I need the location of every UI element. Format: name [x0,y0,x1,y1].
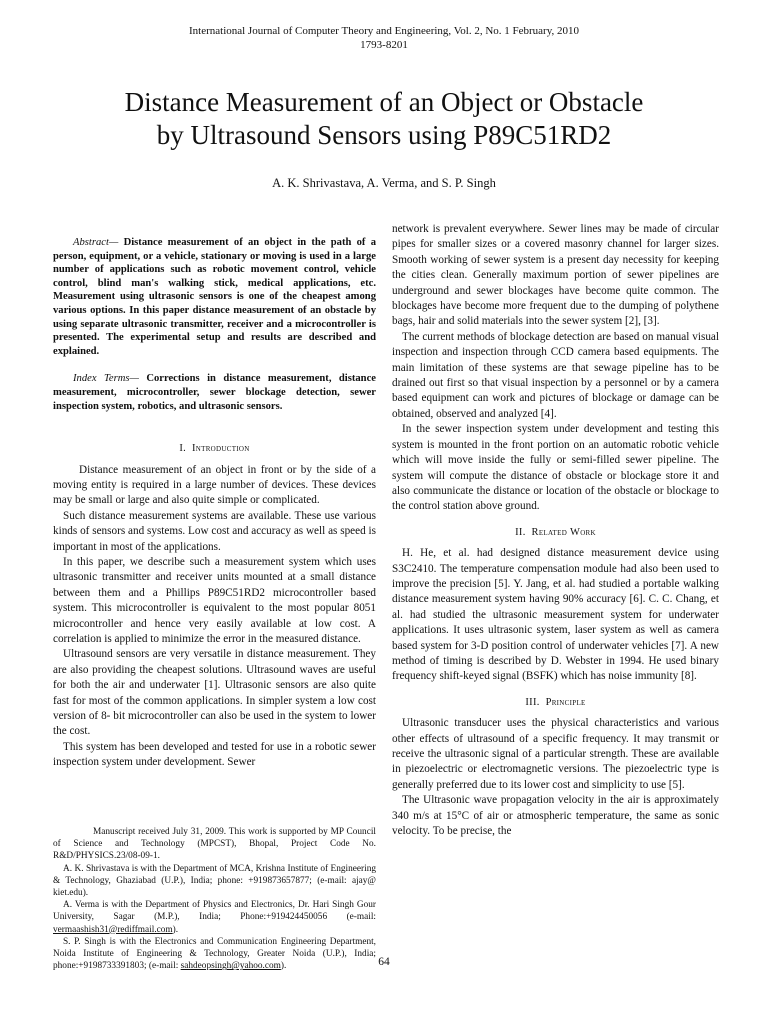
index-terms-text: Corrections in distance measurement, distance measurement, microcontroller, sewer blockage detection, sewer inspection system, robotics, and ultrasonic sensors. [53,373,376,412]
abstract [53,236,376,358]
footnote-shrivastava: A. K. Shrivastava is with the Department of MCA, Krishna Institute of Engineering & Technology, Ghaziabad (U.P.), India; phone: +919873657877; (e-mail: ajay@ kiet.edu). [53,863,376,899]
section-heading-related-work: II. Related Work [515,526,596,538]
intro-paragraph: This system has been developed and tested for use in a robotic sewer inspection system under development. Sewer [53,740,376,769]
journal-header [0,24,768,52]
authors: A. K. Shrivastava, A. Verma, and S. P. Singh [272,176,496,190]
verma-email-link[interactable]: vermaashish31@rediffmail.com [53,924,173,935]
footnote-singh: S. P. Singh is with the Electronics and Communication Engineering Department, Noida Institute of Engineering & Technology, Greater Noida (U.P.), India; phone:+9198733391803; (e-mail: sahdeopsingh@yahoo.com). [53,936,376,972]
section-heading-introduction: I. Introduction [179,443,250,455]
journal-citation: International Journal of Computer Theory and Engineering, Vol. 2, No. 1 February, 2010 [188,25,580,37]
body-paragraph: In the sewer inspection system under development and testing this system is mounted in the front portion on an automatic robotic vehicle which will move inside the fully or semi-filled sewer pipeline. The system will compute the distance of obstacle or blockage store it and also communicate the distance or location of the obstacle or blockage to the control station above ground. [392,423,719,513]
footnote-verma: A. Verma is with the Department of Physics and Electronics, Dr. Hari Singh Gour University, Sagar (M.P.), India; Phone:+919424450056 (e-mail: vermaashish31@rediffmail.com). [53,900,376,935]
body-paragraph: network is prevalent everywhere. Sewer lines may be made of circular pipes for smaller sizes or a covered masonry channel for larger sizes. Smooth working of sewer system is a present day necessity for keeping the cities clean. Generally maximum portion of sewer pipelines are underground and sewer blockages have become quite common. The blockages have become more frequent due to the dumping of polythene bags, hair and solid materials into the sewer system [2], [3]. [392,223,719,328]
intro-paragraph: Ultrasound sensors are very versatile in distance measurement. They are also providing the cheapest solutions. Ultrasound waves are useful for both the air and underwater [1]. Ultrasonic sensors are also quite fast for most of the common applications. In simpler system a low cost version of 8- bit microcontroller can also be used in the system to lower the cost. [53,648,376,738]
left-column [53,236,376,771]
paper-title [60,86,708,152]
section-heading-principle: III. Principle [525,696,586,708]
title-line-1: Distance Measurement of an Object or Obstacle [124,87,644,117]
footnote-received: Manuscript received July 31, 2009. This work is supported by MP Council of Science and Technology (MPCST), Bhopal, Project Code No. R&D/PHYSICS.23/08-09-1. [53,827,376,862]
intro-paragraph: Distance measurement of an object in front or by the side of a moving entity is required in a large number of devices. These devices may be small or large and also quite simple or complicated. [53,463,376,507]
abstract-label: Abstract— [73,237,119,248]
singh-email-link[interactable]: sahdeopsingh@yahoo.com [180,961,281,972]
body-paragraph: The current methods of blockage detection are based on manual visual inspection and inspection through CCD camera based equipments. The main limitation of these systems are that sewage pipeline has to be drained out first so that visual inspection by a personnel or by a camera based equipment can work and pictures of blockage or damage can be obtained, observed and analyzed [4]. [392,330,719,420]
right-column [392,222,719,839]
principle-paragraph: Ultrasonic transducer uses the physical characteristics and various other effects of ultrasound of a specific frequency. It may transmit or receive the ultrasonic signal of a particular strength. These are available in piezoelectric or electromagnetic versions. The piezoelectric type is generally preferred due to its lower cost and simplicity to use [5]. [392,717,719,791]
index-terms [53,372,376,413]
index-terms-label: Index Terms— [73,373,139,385]
page-number: 64 [378,956,390,968]
principle-paragraph: The Ultrasonic wave propagation velocity in the air is approximately 340 m/s at 15°C of air or atmospheric temperature, the same as sonic velocity. To be precise, the [392,794,719,838]
footnotes [53,826,376,972]
journal-issn: 1793-8201 [360,39,408,51]
abstract-text: Distance measurement of an object in the path of a person, equipment, or a vehicle, stationary or moving is used in a large number of applications such as robotic movement control, vehicle control, blind man's walking stick, medical applications, etc. Measurement using ultrasonic sensors is one of the cheapest among various options. In this paper distance measurement of an obstacle by using separate ultrasonic transmitter, receiver and a microcontroller is presented. The experimental setup and results are described and explained. [53,237,376,357]
title-line-2: by Ultrasound Sensors using P89C51RD2 [156,120,612,150]
intro-paragraph: Such distance measurement systems are available. These use various kinds of sensors and systems. Low cost and accuracy as well as speed is important in most of the applications. [53,509,376,553]
intro-paragraph: In this paper, we describe such a measurement system which uses ultrasonic transmitter and receiver units mounted at a small distance between them and a Phillips P89C51RD2 microcontroller based system. This microcontroller is equivalent to the most popular 8051 microcontroller and hence very easily available at low cost. A correlation is applied to minimize the error in the measured distance. [53,555,376,645]
related-paragraph: H. He, et al. had designed distance measurement device using S3C2410. The temperature compensation module had also been used to improve the precision [5]. Y. Jang, et al. had studied a portable walking distance measurement system having 90% accuracy [6]. C. C. Chang, et al. had studied the ultrasonic measurement system for underwater applications. It uses ultrasonic system, laser system as well as camera based system for 3-D position control of underwater vehicles [7]. A new method of timing is described by D. Webster in 1994. He used binary frequency shift-keyed signal (BSFK) which has noise immunity [8]. [392,547,719,683]
